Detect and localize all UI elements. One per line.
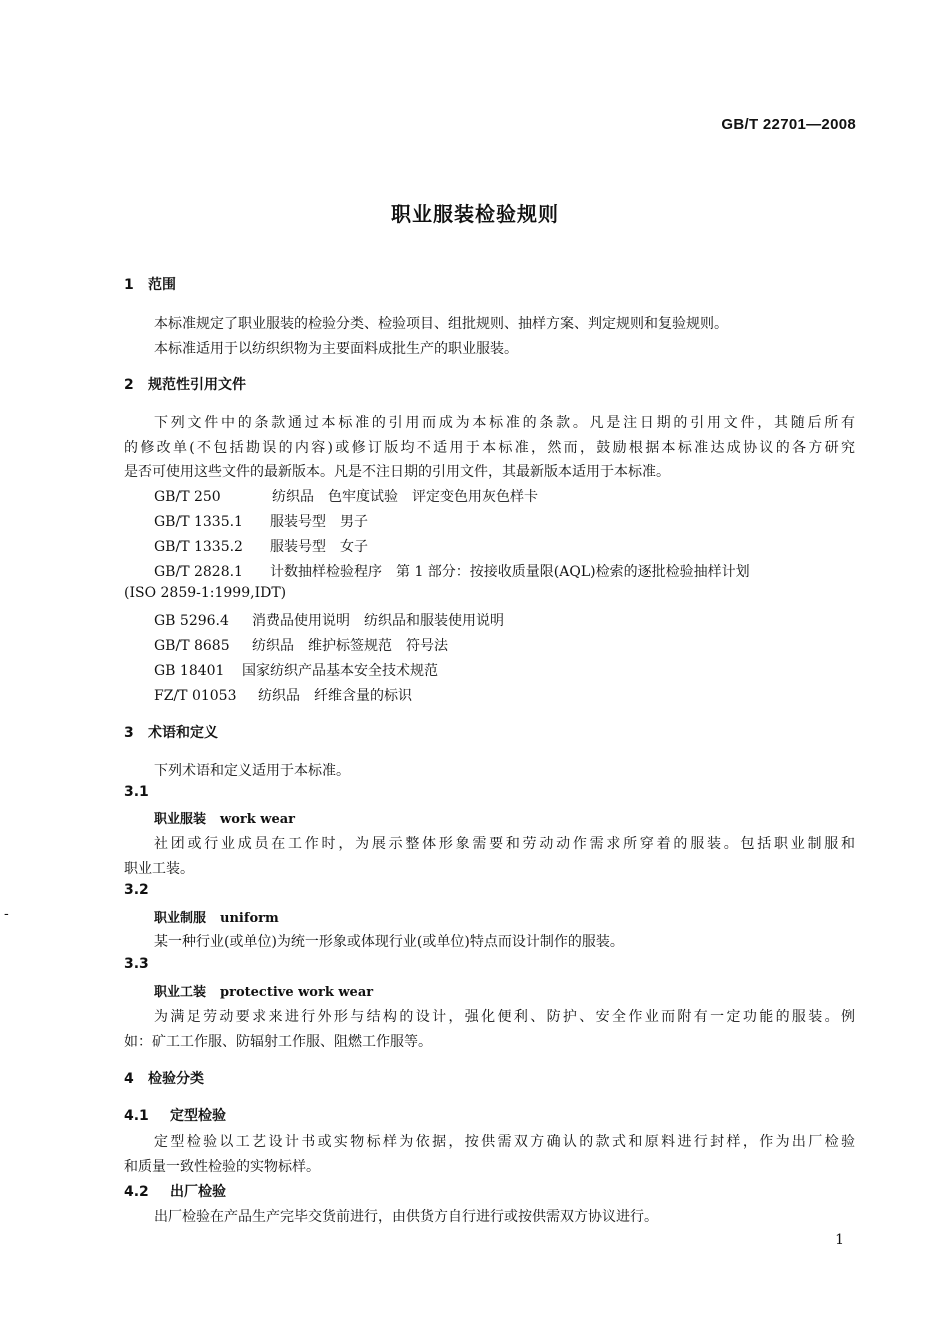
section-title: 术语和定义 bbox=[148, 725, 218, 741]
term-number: 3.1 bbox=[124, 784, 149, 800]
reference-code: GB/T 1335.1 bbox=[154, 514, 243, 530]
reference-item bbox=[154, 635, 448, 655]
term-chinese: 职业制服 bbox=[154, 911, 207, 926]
section-2-heading bbox=[124, 374, 246, 394]
section-title: 检验分类 bbox=[148, 1071, 204, 1087]
subsection-title: 出厂检验 bbox=[170, 1184, 226, 1200]
term-name bbox=[154, 907, 279, 926]
reference-code: GB/T 8685 bbox=[154, 638, 230, 654]
references-intro-line-2: 的修改单(不包括勘误的内容)或修订版均不适用于本标准，然而，鼓励根据本标准达成协议的各方研究 bbox=[124, 440, 855, 456]
subsection-4-2-heading bbox=[124, 1181, 226, 1201]
scope-paragraph-1: 本标准规定了职业服装的检验分类、检验项目、组批规则、抽样方案、判定规则和复验规则。 bbox=[154, 316, 728, 332]
standard-number: GB/T 22701—2008 bbox=[721, 116, 856, 133]
scope-paragraph-2: 本标准适用于以纺织织物为主要面料成批生产的职业服装。 bbox=[154, 341, 518, 357]
term-definition-line-1: 为满足劳动要求来进行外形与结构的设计，强化便利、防护、安全作业而附有一定功能的服装。例 bbox=[154, 1009, 855, 1025]
subsection-number: 4.1 bbox=[124, 1108, 149, 1124]
section-1-heading bbox=[124, 274, 176, 294]
factory-inspection-line-1: 出厂检验在产品生产完毕交货前进行，由供货方自行进行或按供需双方协议进行。 bbox=[154, 1209, 658, 1225]
reference-code: GB/T 250 bbox=[154, 489, 221, 505]
terms-intro: 下列术语和定义适用于本标准。 bbox=[154, 763, 350, 779]
type-inspection-line-1: 定型检验以工艺设计书或实物标样为依据，按供需双方确认的款式和原料进行封样，作为出厂检验 bbox=[154, 1134, 855, 1150]
reference-item bbox=[154, 685, 412, 705]
term-number: 3.2 bbox=[124, 882, 149, 898]
reference-title: 纺织品 纤维含量的标识 bbox=[258, 688, 412, 704]
reference-title: 纺织品 维护标签规范 符号法 bbox=[252, 638, 448, 654]
page-number: 1 bbox=[835, 1232, 844, 1248]
section-title: 规范性引用文件 bbox=[148, 377, 246, 393]
reference-code: GB 18401 bbox=[154, 663, 225, 679]
reference-continuation: (ISO 2859-1:1999,IDT) bbox=[124, 585, 287, 601]
term-definition-line-2: 职业工装。 bbox=[124, 861, 194, 877]
section-number: 3 bbox=[124, 725, 134, 741]
subsection-4-1-heading bbox=[124, 1105, 226, 1125]
term-definition-line-2: 如：矿工工作服、防辐射工作服、阻燃工作服等。 bbox=[124, 1034, 432, 1050]
section-number: 1 bbox=[124, 277, 134, 293]
reference-item bbox=[154, 610, 504, 630]
term-chinese: 职业工装 bbox=[154, 985, 207, 1000]
subsection-number: 4.2 bbox=[124, 1184, 149, 1200]
reference-code: GB/T 1335.2 bbox=[154, 539, 243, 555]
reference-title: 消费品使用说明 纺织品和服装使用说明 bbox=[252, 613, 504, 629]
type-inspection-line-2: 和质量一致性检验的实物标样。 bbox=[124, 1159, 320, 1175]
reference-title: 国家纺织产品基本安全技术规范 bbox=[242, 663, 438, 679]
term-number: 3.3 bbox=[124, 956, 149, 972]
reference-title: 计数抽样检验程序 第 1 部分：按接收质量限(AQL)检索的逐批检验抽样计划 bbox=[270, 564, 750, 580]
term-name bbox=[154, 981, 373, 1000]
term-name bbox=[154, 808, 295, 827]
section-number: 4 bbox=[124, 1071, 134, 1087]
reference-code: GB/T 2828.1 bbox=[154, 564, 243, 580]
term-english: uniform bbox=[220, 911, 279, 926]
reference-item bbox=[154, 511, 368, 531]
section-3-heading bbox=[124, 722, 218, 742]
reference-item bbox=[154, 561, 750, 581]
term-definition-line-1: 社团或行业成员在工作时，为展示整体形象需要和劳动动作需求所穿着的服装。包括职业制服和 bbox=[154, 836, 855, 852]
term-definition-line-1: 某一种行业(或单位)为统一形象或体现行业(或单位)特点而设计制作的服装。 bbox=[154, 934, 624, 950]
reference-code: GB 5296.4 bbox=[154, 613, 229, 629]
reference-item bbox=[154, 660, 438, 680]
margin-mark: - bbox=[4, 906, 9, 922]
reference-title: 纺织品 色牢度试验 评定变色用灰色样卡 bbox=[272, 489, 538, 505]
reference-title: 服装号型 男子 bbox=[270, 514, 368, 530]
reference-item bbox=[154, 536, 368, 556]
references-intro-line-3: 是否可使用这些文件的最新版本。凡是不注日期的引用文件，其最新版本适用于本标准。 bbox=[124, 464, 670, 480]
section-number: 2 bbox=[124, 377, 134, 393]
subsection-title: 定型检验 bbox=[170, 1108, 226, 1124]
document-title: 职业服装检验规则 bbox=[391, 202, 559, 226]
references-intro-line-1: 下列文件中的条款通过本标准的引用而成为本标准的条款。凡是注日期的引用文件，其随后所有 bbox=[154, 415, 855, 431]
reference-item bbox=[154, 486, 538, 506]
reference-code: FZ/T 01053 bbox=[154, 688, 237, 704]
section-4-heading bbox=[124, 1068, 204, 1088]
term-english: work wear bbox=[220, 812, 295, 827]
reference-title: 服装号型 女子 bbox=[270, 539, 368, 555]
section-title: 范围 bbox=[148, 277, 176, 293]
term-chinese: 职业服装 bbox=[154, 812, 207, 827]
term-english: protective work wear bbox=[220, 985, 374, 1000]
